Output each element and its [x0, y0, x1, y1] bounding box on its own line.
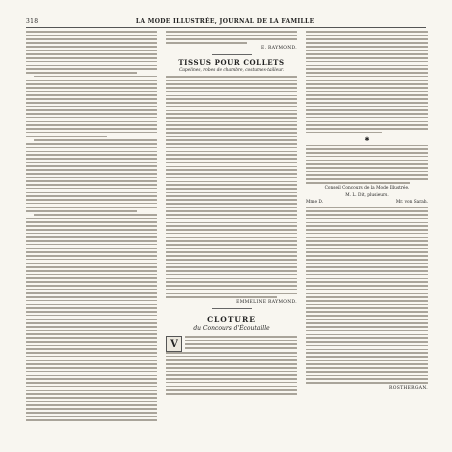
text-line	[26, 289, 157, 291]
text-line	[306, 322, 428, 324]
text-line	[306, 251, 428, 253]
text-line	[306, 363, 428, 365]
text-line	[26, 68, 157, 70]
text-line	[306, 356, 428, 358]
text-line	[26, 248, 157, 250]
text-line	[166, 259, 297, 261]
text-line	[166, 210, 297, 212]
text-line	[306, 349, 428, 351]
text-line	[166, 95, 297, 97]
text-line	[306, 352, 428, 354]
text-line	[306, 76, 428, 78]
text-line	[166, 374, 297, 376]
text-line	[34, 139, 157, 141]
section-subtitle-tissus: Capelines, robes de chambre, costumes-tailleur.	[179, 67, 284, 73]
header-rule	[26, 27, 426, 28]
text-line	[306, 53, 428, 55]
text-line	[185, 340, 297, 342]
text-line	[185, 336, 297, 338]
cloture-subtitle: du Concours d'Écoutaille	[193, 325, 270, 332]
text-line	[306, 65, 428, 67]
note-abbr-left: Mme D.	[306, 199, 324, 205]
text-line	[26, 281, 157, 283]
text-line	[306, 225, 428, 227]
text-line	[306, 106, 428, 108]
text-line	[26, 390, 157, 392]
text-line	[306, 68, 428, 70]
text-line	[166, 237, 297, 239]
text-line	[26, 371, 157, 373]
text-line	[26, 121, 157, 123]
text-line	[26, 356, 157, 358]
text-line	[26, 38, 157, 40]
text-line	[26, 292, 157, 294]
text-line	[26, 225, 157, 227]
text-line	[166, 169, 297, 171]
text-line	[306, 233, 428, 235]
asterisk-separator: ✱	[364, 135, 370, 143]
text-line	[306, 210, 428, 212]
text-line	[306, 218, 428, 220]
text-line	[26, 255, 157, 257]
column-3-text-top	[306, 31, 428, 133]
text-line	[166, 177, 297, 179]
text-line	[166, 270, 297, 272]
text-line	[26, 337, 157, 339]
text-line	[166, 91, 297, 93]
text-line	[166, 386, 297, 388]
text-line	[306, 296, 428, 298]
text-line	[166, 83, 297, 85]
text-line	[26, 397, 157, 399]
text-line	[166, 214, 297, 216]
text-line	[26, 210, 137, 212]
text-line	[306, 293, 428, 295]
text-line	[166, 278, 297, 280]
text-line	[26, 341, 157, 343]
text-line	[306, 163, 428, 165]
text-line	[26, 132, 157, 134]
text-line	[306, 270, 428, 272]
text-line	[166, 132, 297, 134]
text-line	[166, 124, 297, 126]
text-line	[26, 348, 157, 350]
text-line	[166, 359, 297, 361]
text-line	[306, 128, 428, 130]
text-line	[26, 416, 157, 418]
column-3-text-bottom	[306, 207, 428, 384]
text-line	[306, 337, 428, 339]
text-line	[26, 80, 157, 82]
text-line	[306, 237, 428, 239]
text-line	[166, 80, 297, 82]
cloture-title: CLOTURE	[207, 315, 256, 324]
text-line	[26, 35, 157, 37]
text-line	[166, 102, 297, 104]
text-line	[26, 311, 157, 313]
text-line	[26, 162, 157, 164]
text-line	[26, 207, 157, 209]
text-line	[166, 367, 297, 369]
text-line	[306, 171, 428, 173]
text-line	[26, 322, 157, 324]
text-line	[306, 174, 428, 176]
column-3-signature: ROSTHERGAN.	[389, 385, 428, 391]
text-line	[166, 274, 297, 276]
section-title-tissus: TISSUS POUR COLLETS	[178, 57, 285, 67]
text-line	[166, 222, 297, 224]
text-line	[306, 178, 428, 180]
text-line	[166, 296, 277, 298]
text-line	[26, 375, 157, 377]
text-line	[26, 180, 157, 182]
text-line	[306, 300, 428, 302]
text-line	[26, 266, 157, 268]
text-line	[306, 121, 428, 123]
text-line	[26, 106, 157, 108]
text-line	[26, 154, 157, 156]
text-line	[26, 296, 157, 298]
text-line	[306, 132, 382, 134]
text-line	[166, 128, 297, 130]
text-line	[26, 65, 157, 67]
text-line	[306, 382, 428, 384]
text-line	[166, 263, 297, 265]
text-line	[26, 352, 157, 354]
text-line	[26, 98, 157, 100]
text-line	[26, 195, 157, 197]
text-line	[26, 263, 157, 265]
text-line	[26, 330, 157, 332]
text-line	[26, 61, 157, 63]
text-line	[306, 91, 428, 93]
text-line	[306, 281, 428, 283]
text-line	[306, 360, 428, 362]
text-line	[26, 221, 157, 223]
text-line	[166, 113, 297, 115]
text-line	[166, 181, 297, 183]
text-line	[26, 408, 157, 410]
text-line	[26, 382, 157, 384]
text-line	[306, 319, 428, 321]
text-line	[306, 124, 428, 126]
text-line	[26, 319, 157, 321]
text-line	[306, 102, 428, 104]
text-line	[166, 195, 297, 197]
section-separator	[212, 54, 252, 55]
column-1-text	[26, 31, 157, 421]
text-line	[26, 412, 157, 414]
text-line	[166, 173, 297, 175]
text-line	[306, 35, 428, 37]
section-separator-2	[212, 308, 252, 309]
text-line	[166, 240, 297, 242]
text-line	[306, 304, 428, 306]
text-line	[26, 401, 157, 403]
text-line	[166, 139, 297, 141]
text-line	[166, 199, 297, 201]
text-line	[26, 363, 157, 365]
text-line	[166, 31, 297, 33]
text-line	[166, 110, 297, 112]
text-line	[166, 42, 247, 44]
text-line	[306, 278, 428, 280]
text-line	[306, 307, 428, 309]
text-line	[306, 367, 428, 369]
text-line	[166, 207, 297, 209]
text-line	[166, 117, 297, 119]
text-line	[306, 371, 428, 373]
text-line	[166, 158, 297, 160]
cloture-text	[166, 352, 297, 395]
text-line	[26, 147, 157, 149]
text-line	[34, 214, 157, 216]
text-line	[26, 177, 157, 179]
text-line	[166, 76, 297, 78]
text-line	[26, 393, 157, 395]
text-line	[166, 87, 297, 89]
text-line	[166, 285, 297, 287]
drop-cap: V	[166, 336, 182, 352]
text-line	[26, 151, 157, 153]
text-line	[26, 236, 157, 238]
text-line	[26, 117, 157, 119]
text-line	[185, 343, 297, 345]
text-line	[26, 94, 157, 96]
text-line	[306, 244, 428, 246]
text-line	[306, 315, 428, 317]
text-line	[306, 83, 428, 85]
text-line	[26, 192, 157, 194]
text-line	[26, 251, 157, 253]
text-line	[26, 188, 157, 190]
text-line	[26, 102, 157, 104]
text-line	[26, 109, 157, 111]
text-line	[306, 289, 428, 291]
text-line	[26, 274, 157, 276]
text-line	[26, 307, 157, 309]
note-line-1: Conseil Concours de la Mode Illustrée.	[324, 185, 410, 191]
text-line	[166, 98, 297, 100]
text-line	[306, 145, 428, 147]
text-line	[26, 333, 157, 335]
text-line	[26, 378, 157, 380]
text-line	[166, 281, 297, 283]
text-line	[166, 352, 297, 354]
text-line	[166, 136, 297, 138]
text-line	[166, 225, 297, 227]
column-2-top-signature: E. RAYMOND.	[261, 45, 297, 51]
text-line	[26, 285, 157, 287]
text-line	[26, 218, 157, 220]
page-header	[26, 16, 426, 26]
text-line	[306, 42, 428, 44]
text-line	[26, 169, 157, 171]
text-line	[306, 274, 428, 276]
text-line	[166, 154, 297, 156]
page-running-title: LA MODE ILLUSTRÉE, JOURNAL DE LA FAMILLE	[135, 17, 315, 25]
text-line	[306, 160, 428, 162]
text-line	[306, 46, 428, 48]
text-line	[166, 371, 297, 373]
text-line	[166, 35, 297, 37]
text-line	[306, 182, 410, 184]
text-line	[306, 152, 428, 154]
text-line	[306, 61, 428, 63]
text-line	[166, 293, 297, 295]
section-tissus-text	[166, 76, 297, 298]
text-line	[306, 263, 428, 265]
text-line	[166, 289, 297, 291]
text-line	[306, 94, 428, 96]
text-line	[306, 38, 428, 40]
text-line	[166, 248, 297, 250]
text-line	[166, 229, 297, 231]
text-line	[26, 326, 157, 328]
text-line	[306, 341, 428, 343]
text-line	[26, 91, 157, 93]
text-line	[306, 80, 428, 82]
text-line	[34, 76, 157, 78]
text-line	[166, 244, 297, 246]
text-line	[306, 57, 428, 59]
text-line	[306, 248, 428, 250]
text-line	[26, 203, 157, 205]
text-line	[306, 31, 428, 33]
text-line	[26, 199, 157, 201]
text-line	[306, 50, 428, 52]
text-line	[26, 404, 157, 406]
text-line	[166, 121, 297, 123]
text-line	[166, 151, 297, 153]
text-line	[26, 229, 157, 231]
text-line	[26, 158, 157, 160]
text-line	[26, 87, 157, 89]
text-line	[166, 38, 297, 40]
text-line	[26, 240, 157, 242]
text-line	[306, 378, 428, 380]
text-line	[26, 315, 157, 317]
column-2	[166, 31, 297, 430]
text-line	[166, 251, 297, 253]
text-line	[166, 106, 297, 108]
text-line	[306, 326, 428, 328]
text-line	[306, 222, 428, 224]
text-line	[26, 165, 157, 167]
text-line	[166, 389, 297, 391]
note-abbr-right: Mr. von Sarah.	[395, 199, 428, 205]
text-line	[26, 143, 157, 145]
text-line	[306, 266, 428, 268]
text-line	[166, 378, 297, 380]
text-line	[306, 167, 428, 169]
text-line	[166, 162, 297, 164]
text-line	[306, 345, 428, 347]
text-line	[306, 117, 428, 119]
text-line	[306, 255, 428, 257]
text-line	[26, 419, 157, 421]
text-line	[26, 72, 137, 74]
text-line	[306, 240, 428, 242]
text-line	[166, 255, 297, 257]
text-line	[166, 188, 297, 190]
text-line	[26, 244, 157, 246]
text-line	[306, 311, 428, 313]
text-line	[306, 207, 428, 209]
text-line	[26, 124, 157, 126]
text-line	[26, 386, 157, 388]
text-line	[26, 304, 157, 306]
text-line	[166, 166, 297, 168]
text-line	[26, 42, 157, 44]
text-line	[26, 50, 157, 52]
text-line	[306, 259, 428, 261]
text-line	[306, 375, 428, 377]
text-line	[306, 109, 428, 111]
text-line	[166, 143, 297, 145]
text-line	[26, 233, 157, 235]
text-line	[306, 98, 428, 100]
text-line	[166, 203, 297, 205]
text-line	[26, 259, 157, 261]
text-line	[26, 173, 157, 175]
text-line	[166, 184, 297, 186]
text-line	[306, 72, 428, 74]
text-line	[26, 57, 157, 59]
text-line	[306, 87, 428, 89]
text-line	[166, 266, 297, 268]
page-number: 318	[26, 17, 39, 25]
text-line	[26, 128, 157, 130]
text-line	[306, 285, 428, 287]
text-line	[26, 367, 157, 369]
text-line	[26, 184, 157, 186]
text-line	[306, 113, 428, 115]
text-line	[166, 382, 297, 384]
text-line	[306, 334, 428, 336]
text-line	[26, 113, 157, 115]
text-line	[306, 214, 428, 216]
text-line	[166, 393, 297, 395]
text-line	[306, 229, 428, 231]
text-line	[166, 356, 297, 358]
text-line	[166, 363, 297, 365]
text-line	[26, 46, 157, 48]
text-line	[306, 148, 428, 150]
text-line	[306, 330, 428, 332]
text-line	[26, 83, 157, 85]
note-line-2: M. L. Dit, plusieurs.	[345, 192, 389, 198]
text-line	[26, 345, 157, 347]
text-line	[26, 300, 157, 302]
text-line	[166, 147, 297, 149]
column-1	[26, 31, 157, 430]
column-2-signature: EMMELINE RAYMOND.	[236, 300, 297, 305]
text-line	[306, 156, 428, 158]
text-line	[166, 233, 297, 235]
text-line	[166, 192, 297, 194]
text-line	[26, 31, 157, 33]
text-line	[26, 360, 157, 362]
text-line	[26, 136, 107, 138]
column-3	[306, 31, 428, 430]
text-line	[26, 277, 157, 279]
text-line	[166, 218, 297, 220]
text-line	[26, 270, 157, 272]
text-line	[185, 347, 297, 349]
text-line	[26, 53, 157, 55]
